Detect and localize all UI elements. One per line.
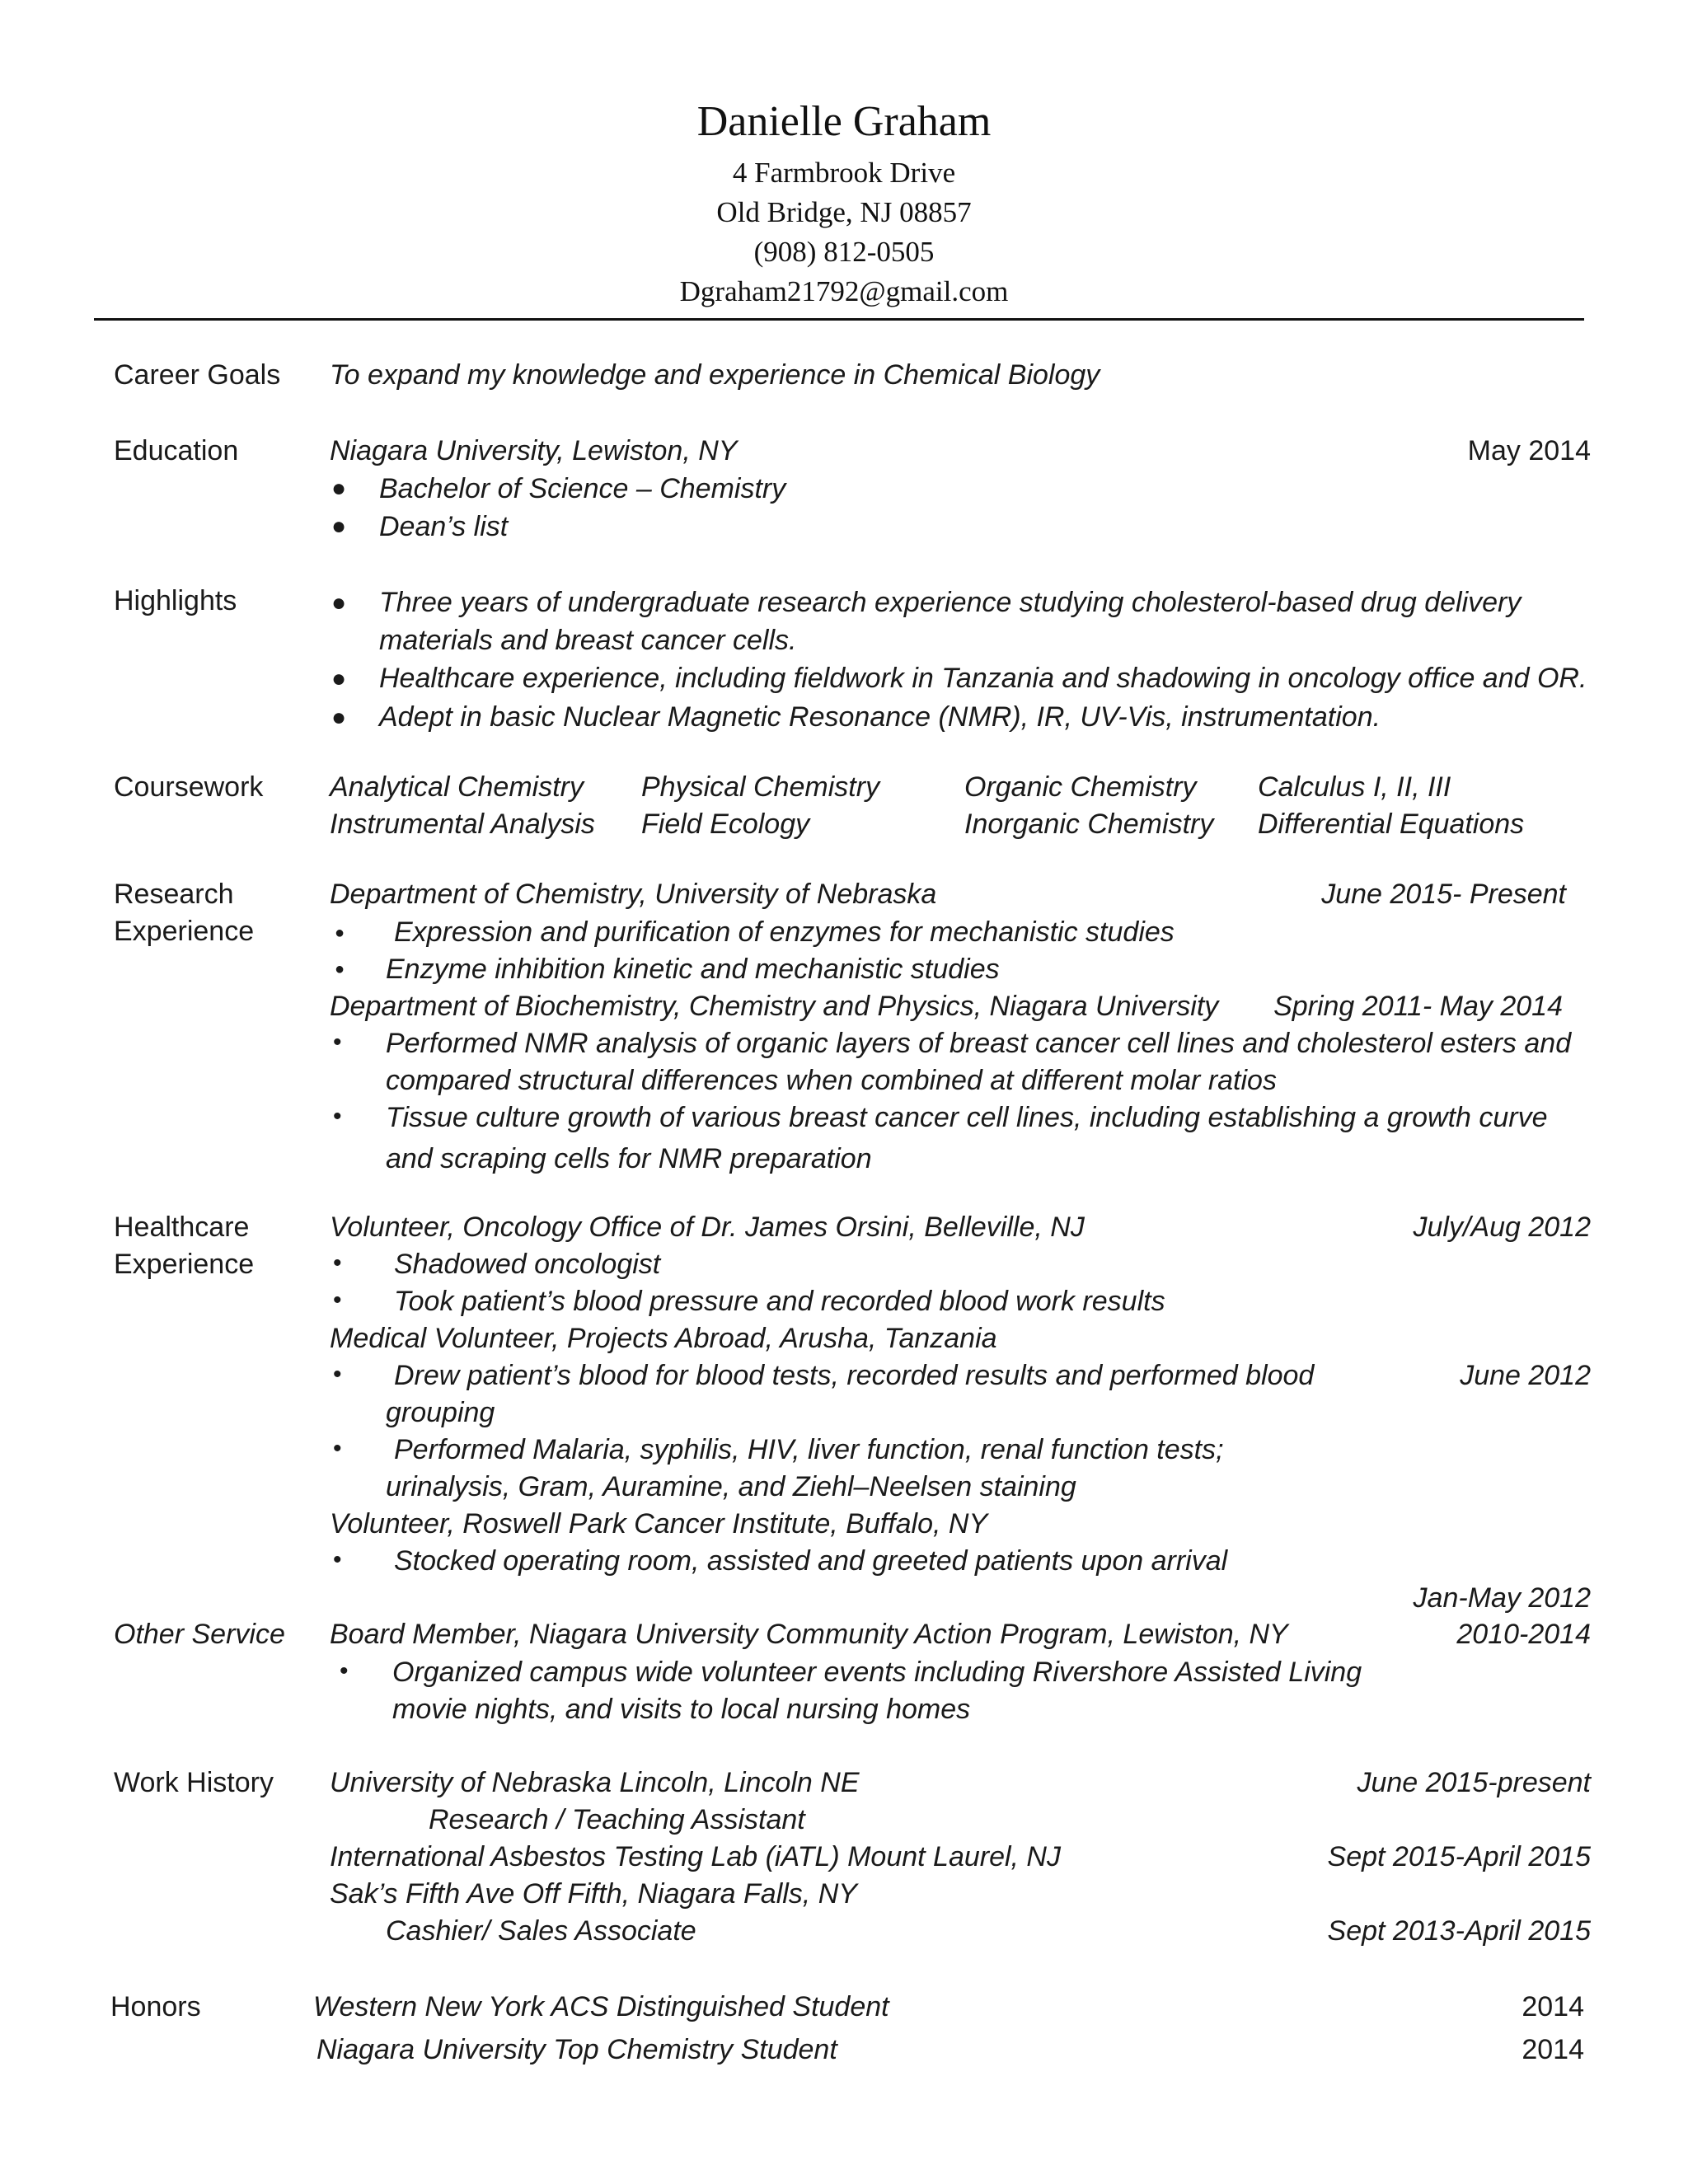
bullet-icon: • xyxy=(333,1249,342,1277)
address-line-1: 4 Farmbrook Drive xyxy=(732,157,956,189)
course-item: Analytical Chemistry xyxy=(330,771,584,803)
work-date: Sept 2015-April 2015 xyxy=(1327,1841,1591,1872)
research-item-continued: compared structural differences when combined at different molar ratios xyxy=(386,1065,1277,1096)
career-goals-text: To expand my knowledge and experience in Chemical Biology xyxy=(330,359,1100,391)
healthcare-position: Volunteer, Roswell Park Cancer Institute, Buffalo, NY xyxy=(330,1508,988,1540)
work-date: Sept 2013-April 2015 xyxy=(1327,1915,1591,1947)
bullet-icon: • xyxy=(333,1286,342,1314)
section-label-education: Education xyxy=(114,435,239,466)
healthcare-date: June 2012 xyxy=(1460,1360,1591,1391)
healthcare-item: Performed Malaria, syphilis, HIV, liver function, renal function tests; xyxy=(394,1434,1224,1465)
research-date: Spring 2011- May 2014 xyxy=(1273,991,1563,1022)
healthcare-date: Jan-May 2012 xyxy=(1413,1582,1591,1614)
research-date: June 2015- Present xyxy=(1321,879,1566,910)
honor-item: Niagara University Top Chemistry Student xyxy=(316,2034,837,2065)
research-item-continued: and scraping cells for NMR preparation xyxy=(386,1143,872,1174)
healthcare-date: July/Aug 2012 xyxy=(1413,1212,1591,1243)
bullet-icon: • xyxy=(340,1657,349,1685)
work-date: June 2015-present xyxy=(1357,1767,1591,1798)
bullet-icon: ● xyxy=(331,589,347,616)
bullet-icon: ● xyxy=(331,704,347,731)
work-role: Cashier/ Sales Associate xyxy=(386,1915,696,1947)
course-item: Physical Chemistry xyxy=(641,771,880,803)
section-label-healthcare: Healthcare xyxy=(114,1212,250,1243)
honor-item: Western New York ACS Distinguished Student xyxy=(313,1991,889,2022)
section-label-research-2: Experience xyxy=(114,916,255,947)
course-item: Instrumental Analysis xyxy=(330,808,595,840)
bullet-icon: ● xyxy=(335,924,345,942)
service-date: 2010-2014 xyxy=(1456,1619,1591,1650)
section-label-honors: Honors xyxy=(110,1991,201,2022)
section-label-coursework: Coursework xyxy=(114,771,264,803)
healthcare-position: Medical Volunteer, Projects Abroad, Arusha, Tanzania xyxy=(330,1323,997,1354)
section-label-career-goals: Career Goals xyxy=(114,359,281,391)
email-address: Dgraham21792@gmail.com xyxy=(679,275,1009,307)
address-line-2: Old Bridge, NJ 08857 xyxy=(716,196,972,228)
bullet-icon: • xyxy=(333,1435,342,1462)
research-item: Tissue culture growth of various breast cancer cell lines, including establishing a growth curve xyxy=(386,1102,1548,1133)
research-position: Department of Biochemistry, Chemistry and Physics, Niagara University xyxy=(330,991,1219,1022)
highlight-item: Healthcare experience, including fieldwork in Tanzania and shadowing in oncology office and OR. xyxy=(379,663,1587,694)
bullet-icon: ● xyxy=(331,665,347,692)
applicant-name: Danielle Graham xyxy=(696,98,992,145)
healthcare-item-continued: urinalysis, Gram, Auramine, and Ziehl–Neelsen staining xyxy=(386,1471,1076,1502)
bullet-icon: • xyxy=(333,1361,342,1388)
education-date: May 2014 xyxy=(1467,435,1591,466)
bullet-icon: ● xyxy=(331,513,347,540)
header-divider xyxy=(94,318,1584,321)
healthcare-position: Volunteer, Oncology Office of Dr. James Orsini, Belleville, NJ xyxy=(330,1212,1085,1243)
work-employer: University of Nebraska Lincoln, Lincoln NE xyxy=(330,1767,860,1798)
work-role: Research / Teaching Assistant xyxy=(429,1804,805,1835)
service-position: Board Member, Niagara University Community Action Program, Lewiston, NY xyxy=(330,1619,1288,1650)
course-item: Differential Equations xyxy=(1258,808,1525,840)
service-item-continued: movie nights, and visits to local nursing homes xyxy=(392,1694,971,1725)
healthcare-item: Shadowed oncologist xyxy=(394,1249,661,1280)
healthcare-item: Drew patient’s blood for blood tests, recorded results and performed blood xyxy=(394,1360,1315,1391)
highlight-item: Three years of undergraduate research experience studying cholesterol-based drug delivery xyxy=(379,587,1522,618)
bullet-icon: ● xyxy=(335,960,345,978)
work-employer: Sak’s Fifth Ave Off Fifth, Niagara Falls, NY xyxy=(330,1878,857,1910)
section-label-other-service: Other Service xyxy=(114,1619,285,1650)
bullet-icon: • xyxy=(333,1029,342,1056)
healthcare-item-continued: grouping xyxy=(386,1397,495,1428)
highlight-item-continued: materials and breast cancer cells. xyxy=(379,625,797,656)
bullet-icon: ● xyxy=(331,475,347,502)
course-item: Calculus I, II, III xyxy=(1258,771,1451,803)
honor-year: 2014 xyxy=(1522,1991,1584,2022)
healthcare-item: Stocked operating room, assisted and greeted patients upon arrival xyxy=(394,1545,1228,1577)
bullet-icon: • xyxy=(333,1546,342,1573)
course-item: Organic Chemistry xyxy=(964,771,1197,803)
section-label-healthcare-2: Experience xyxy=(114,1249,255,1280)
education-item: Dean’s list xyxy=(379,511,509,542)
research-position: Department of Chemistry, University of Nebraska xyxy=(330,879,937,910)
healthcare-item: Took patient’s blood pressure and recorded blood work results xyxy=(394,1286,1165,1317)
course-item: Inorganic Chemistry xyxy=(964,808,1214,840)
bullet-icon: • xyxy=(333,1103,342,1130)
research-item: Expression and purification of enzymes for mechanistic studies xyxy=(394,916,1175,948)
service-item: Organized campus wide volunteer events including Rivershore Assisted Living xyxy=(392,1657,1362,1688)
research-item: Performed NMR analysis of organic layers of breast cancer cell lines and cholesterol esters and xyxy=(386,1028,1572,1059)
highlight-item: Adept in basic Nuclear Magnetic Resonance (NMR), IR, UV-Vis, instrumentation. xyxy=(379,701,1381,733)
education-school: Niagara University, Lewiston, NY xyxy=(330,435,738,466)
education-item: Bachelor of Science – Chemistry xyxy=(379,473,786,504)
section-label-highlights: Highlights xyxy=(114,585,237,616)
section-label-work-history: Work History xyxy=(114,1767,274,1798)
research-item: Enzyme inhibition kinetic and mechanistic studies xyxy=(386,954,1000,985)
work-employer: International Asbestos Testing Lab (iATL) Mount Laurel, NJ xyxy=(330,1841,1061,1872)
honor-year: 2014 xyxy=(1522,2034,1584,2065)
course-item: Field Ecology xyxy=(641,808,810,840)
section-label-research: Research xyxy=(114,879,234,910)
phone-number: (908) 812-0505 xyxy=(753,236,935,268)
